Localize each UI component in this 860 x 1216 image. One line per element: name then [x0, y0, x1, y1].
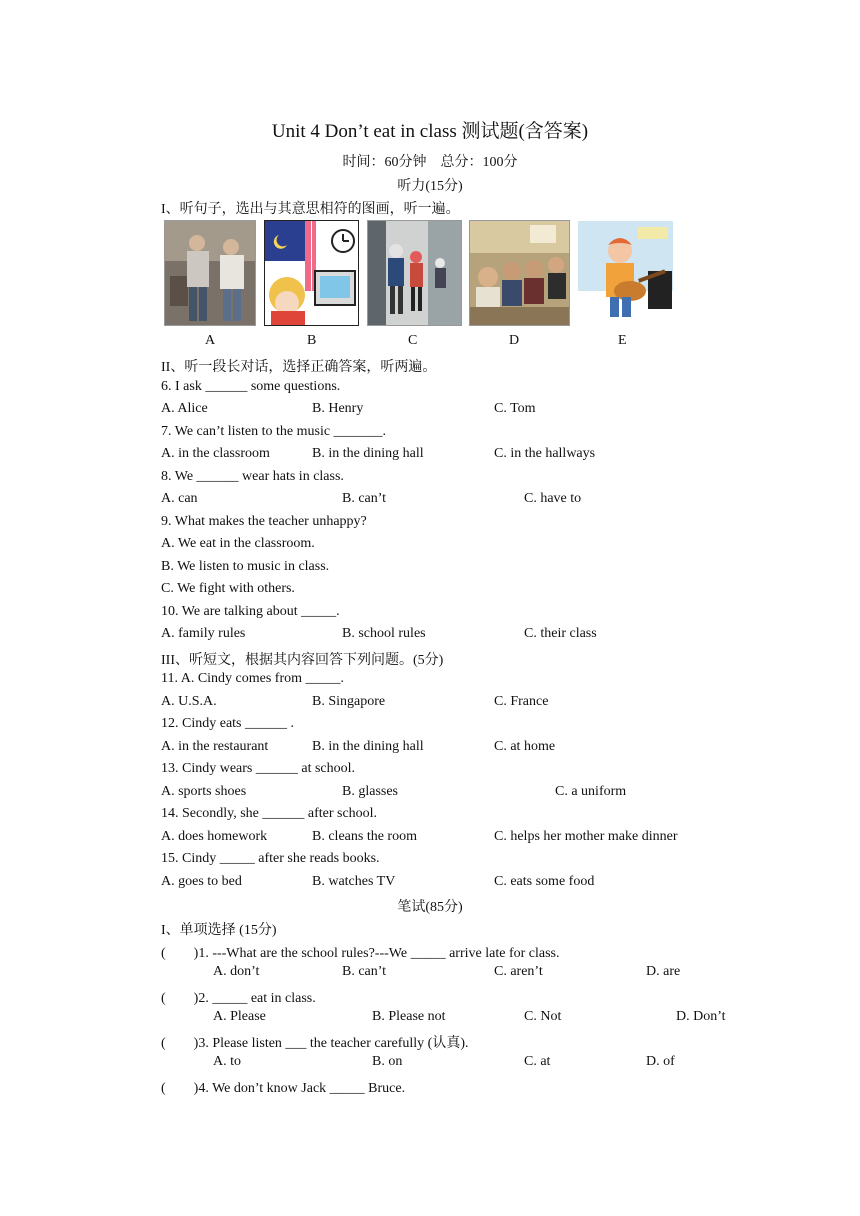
option-c: C. have to — [524, 491, 582, 506]
option-b: B. Please not — [372, 1009, 446, 1024]
question-14-options — [0, 829, 860, 849]
question-13-options — [0, 784, 860, 804]
question-15-options — [0, 874, 860, 894]
option-a: A. Please — [213, 1009, 266, 1024]
question-8-options — [0, 491, 860, 511]
option-a: A. sports shoes — [161, 784, 247, 799]
mc-question-3: ( )3. Please listen ___ the teacher carefully (认真). — [161, 1036, 469, 1051]
option-b: B. in the dining hall — [312, 739, 424, 754]
mc-question-4: ( )4. We don’t know Jack _____ Bruce. — [161, 1081, 406, 1096]
written-part1: I、单项选择 (15分) — [161, 923, 277, 938]
option-a: A. to — [213, 1054, 241, 1069]
option-a: A. U.S.A. — [161, 694, 217, 709]
mc-question-1: ( )1. ---What are the school rules?---We _____ arrive late for class. — [161, 946, 560, 961]
picture-e — [577, 220, 674, 326]
option-b: B. cleans the room — [312, 829, 417, 844]
option-c: C. at — [524, 1054, 551, 1069]
option-b: B. Henry — [312, 401, 364, 416]
option-c: C. aren’t — [494, 964, 543, 979]
option-c: C. a uniform — [555, 784, 627, 799]
exam-meta: 时间：60分钟 总分：100分 — [342, 155, 518, 170]
option-c: C. in the hallways — [494, 446, 596, 461]
question-9-option-c: C. We fight with others. — [161, 581, 295, 596]
question-6-stem: 6. I ask ______ some questions. — [161, 379, 341, 394]
option-a: A. can — [161, 491, 198, 506]
mc-question-1-options — [0, 964, 860, 984]
option-c: C. helps her mother make dinner — [494, 829, 678, 844]
option-a: A. Alice — [161, 401, 208, 416]
mc-question-2: ( )2. _____ eat in class. — [161, 991, 316, 1006]
picture-d — [469, 220, 570, 326]
option-a: A. family rules — [161, 626, 246, 641]
mc-question-3-options — [0, 1054, 860, 1074]
question-15-stem: 15. Cindy _____ after she reads books. — [161, 851, 380, 866]
listening-part2: II、听一段长对话，选择正确答案，听两遍。 — [161, 360, 437, 375]
mc-question-2-options — [0, 1009, 860, 1029]
question-8-stem: 8. We ______ wear hats in class. — [161, 469, 344, 484]
question-11-stem: 11. A. Cindy comes from _____. — [161, 671, 345, 686]
picture-label-b: B — [307, 333, 317, 348]
option-b: B. can’t — [342, 491, 387, 506]
question-9-stem: 9. What makes the teacher unhappy? — [161, 514, 367, 529]
option-d: D. are — [646, 964, 681, 979]
question-12-options — [0, 739, 860, 759]
option-d: D. Don’t — [676, 1009, 726, 1024]
page-title: Unit 4 Don’t eat in class 测试题(含答案) — [271, 121, 589, 142]
picture-label-c: C — [408, 333, 418, 348]
option-c: C. their class — [524, 626, 597, 641]
option-c: C. Tom — [494, 401, 536, 416]
question-14-stem: 14. Secondly, she ______ after school. — [161, 806, 378, 821]
listening-part3: III、听短文，根据其内容回答下列问题。(5分) — [161, 653, 444, 668]
question-12-stem: 12. Cindy eats ______ . — [161, 716, 294, 731]
option-b: B. can’t — [342, 964, 387, 979]
option-b: B. Singapore — [312, 694, 386, 709]
option-a: A. does homework — [161, 829, 268, 844]
question-7-stem: 7. We can’t listen to the music _______. — [161, 424, 387, 439]
question-7-options — [0, 446, 860, 466]
option-b: B. glasses — [342, 784, 398, 799]
option-a: A. in the classroom — [161, 446, 270, 461]
question-11-options — [0, 694, 860, 714]
option-c: C. France — [494, 694, 549, 709]
listening-heading: 听力(15分) — [397, 179, 463, 194]
question-6-options — [0, 401, 860, 421]
listening-part1: I、听句子，选出与其意思相符的图画，听一遍。 — [161, 202, 460, 217]
option-d: D. of — [646, 1054, 675, 1069]
option-c: C. eats some food — [494, 874, 595, 889]
picture-c — [367, 220, 462, 326]
option-b: B. on — [372, 1054, 403, 1069]
picture-label-a: A — [205, 333, 216, 348]
question-9-option-b: B. We listen to music in class. — [161, 559, 330, 574]
question-13-stem: 13. Cindy wears ______ at school. — [161, 761, 356, 776]
picture-label-e: E — [618, 333, 627, 348]
picture-row — [0, 220, 860, 326]
option-b: B. school rules — [342, 626, 426, 641]
question-10-stem: 10. We are talking about _____. — [161, 604, 340, 619]
picture-a — [164, 220, 256, 326]
option-a: A. goes to bed — [161, 874, 242, 889]
option-a: A. in the restaurant — [161, 739, 269, 754]
question-10-options — [0, 626, 860, 646]
option-c: C. at home — [494, 739, 556, 754]
option-a: A. don’t — [213, 964, 260, 979]
picture-label-d: D — [509, 333, 520, 348]
picture-b — [264, 220, 359, 326]
option-b: B. watches TV — [312, 874, 396, 889]
option-c: C. Not — [524, 1009, 562, 1024]
written-heading: 笔试(85分) — [397, 900, 463, 915]
option-b: B. in the dining hall — [312, 446, 424, 461]
question-9-option-a: A. We eat in the classroom. — [161, 536, 315, 551]
